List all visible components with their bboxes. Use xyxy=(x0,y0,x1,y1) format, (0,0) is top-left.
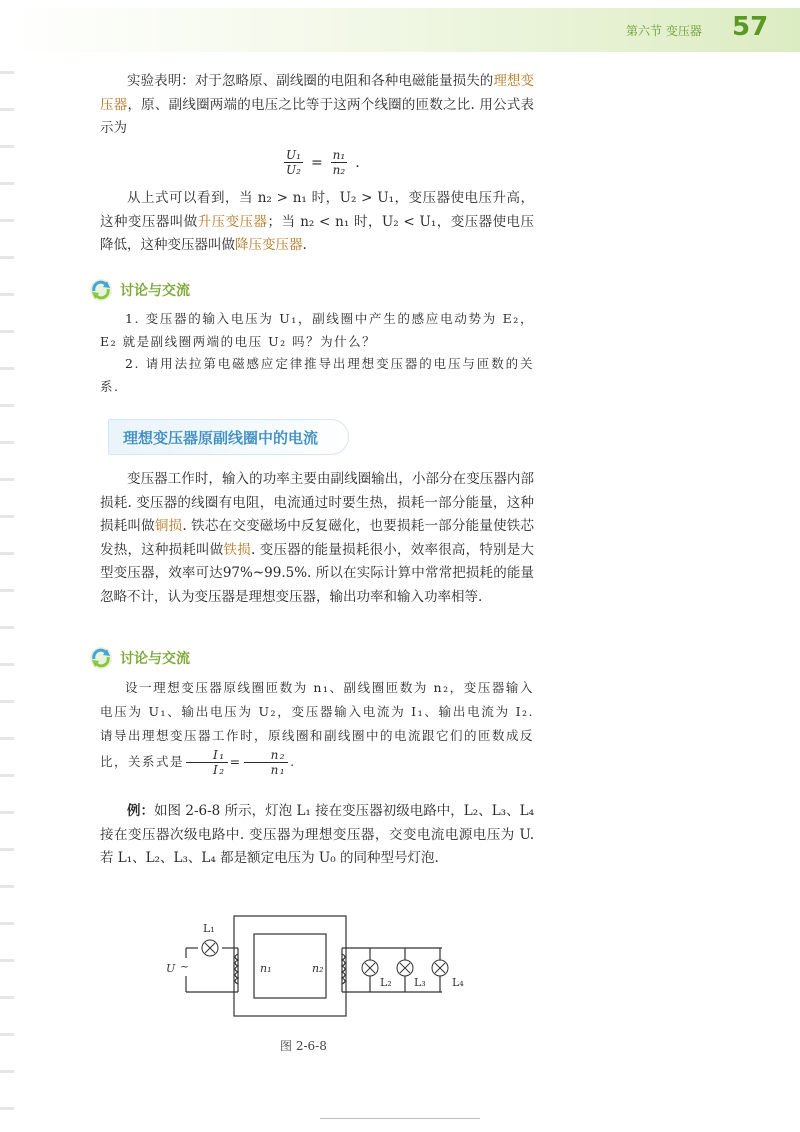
text: 从上式可以看到，当 n₂ > n₁ 时，U₂ > U₁，变压器使电压升高，这种变压器叫做 xyxy=(100,190,534,230)
numerator: U₁ xyxy=(286,148,301,162)
paragraph-step-up-down xyxy=(100,187,534,258)
lamp-label-l3: L₃ xyxy=(414,976,426,989)
discussion-header-1 xyxy=(88,277,190,303)
numerator: I₁ xyxy=(186,748,228,763)
numerator: n₂ xyxy=(244,748,289,763)
numerator: n₁ xyxy=(332,148,346,162)
text: 如图 2-6-8 所示，灯泡 L₁ 接在变压器初级电路中，L₂、L₃、L₄ 接在变压器次级电路中. 变压器为理想变压器，交变电流电源电压为 U. 若 L₁、L₂、L₃、L₄ 都是额定电压为 U₀ 的同种型号灯泡. xyxy=(100,803,534,866)
keyword-iron-loss: 铁损 xyxy=(223,541,251,558)
text: . 铁芯在交变磁场中反复磁化，也要损耗一部分能量使铁芯发热，这种损耗叫做 xyxy=(100,518,535,558)
text: . xyxy=(302,237,307,253)
period: . xyxy=(355,154,360,171)
example-label: 例： xyxy=(127,803,155,819)
lamp-label-l1: L₁ xyxy=(203,922,215,935)
paragraph-losses xyxy=(100,468,534,609)
lamp-label-l4: L₄ xyxy=(452,976,464,989)
example-paragraph xyxy=(100,800,534,871)
footer-rule xyxy=(320,1118,480,1119)
lamp-label-l2: L₂ xyxy=(380,976,392,989)
denominator: U₂ xyxy=(286,163,301,177)
discussion-current-ratio: 设一理想变压器原线圈匝数为 n₁、副线圈匝数为 n₂，变压器输入电压为 U₁、输出电压为 U₂，变压器输入电流为 I₁、输出电流为 I₂. 请导出理想变压器工作时，原线圈和副线圈中的电流跟它们的匝数成反比，关系式是 $\frac{\text{I₁}}{\text{I₂}}$ = $\frac{\text{n₂}}{\text{n₁}}$ . xyxy=(100,680,535,777)
fraction xyxy=(186,748,228,777)
fraction xyxy=(331,148,348,177)
discussion-header-2 xyxy=(88,645,190,671)
coil-label-n2: n₂ xyxy=(312,962,324,975)
discussion-icon xyxy=(88,277,114,303)
keyword-copper-loss: 铜损 xyxy=(154,518,183,534)
page-edge xyxy=(0,0,14,1132)
discussion-title: 讨论与交流 xyxy=(120,651,190,667)
text: ；当 n₂ < n₁ 时，U₂ < U₁，变压器使电压降低，这种变压器叫做 xyxy=(100,213,535,253)
page-number: 57 xyxy=(732,12,769,42)
circuit-diagram xyxy=(160,908,480,1028)
text: . 变压器的能量损耗很小，效率很高，特别是大型变压器，效率可达97%~99.5%. 所以在实际计算中常常把损耗的能量忽略不计，认为变压器是理想变压器，输出功率和输入功率相等. xyxy=(100,541,535,605)
text: 变压器工作时，输入的功率主要由副线圈输出，小部分在变压器内部损耗. 变压器的线圈有电阻，电流通过时要生热，损耗一部分能量，这种损耗叫做 xyxy=(100,471,534,534)
section-subheading: 理想变压器原副线圈中的电流 xyxy=(108,419,349,455)
lamp-icon xyxy=(202,940,448,976)
fraction xyxy=(284,148,303,177)
keyword-ideal-transformer: 理想变压器 xyxy=(100,73,535,113)
period: . xyxy=(290,754,296,769)
denominator: n₁ xyxy=(270,763,287,777)
text: ，原、副线圈两端的电压之比等于这两个线圈的匝数之比. 用公式表示为 xyxy=(100,96,534,136)
source-label-u: U xyxy=(166,962,176,975)
figure-caption: 图 2-6-8 xyxy=(280,1039,327,1053)
keyword-step-up: 升压变压器 xyxy=(197,213,268,230)
fraction xyxy=(244,748,289,777)
paragraph-ideal-transformer xyxy=(100,70,534,141)
denominator: n₂ xyxy=(332,163,346,177)
keyword-step-down: 降压变压器 xyxy=(235,237,303,253)
voltage-ratio-formula xyxy=(282,148,360,177)
equals-sign: = xyxy=(310,154,323,171)
denominator: I₂ xyxy=(213,763,226,777)
discussion-title: 讨论与交流 xyxy=(120,283,190,299)
text: 设一理想变压器原线圈匝数为 n₁、副线圈匝数为 n₂，变压器输入电压为 U₁、输出电压为 U₂，变压器输入电流为 I₁、输出电流为 I₂. 请导出理想变压器工作时，原线圈和副线圈中的电流跟它们的匝数成反比，关系式是 xyxy=(100,680,535,769)
ac-source-icon: ~ xyxy=(180,960,190,973)
header-section-title: 第六节 变压器 xyxy=(626,24,702,38)
discussion-icon xyxy=(88,645,114,671)
discussion-question-1: 1. 变压器的输入电压为 U₁，副线圈中产生的感应电动势为 E₂，E₂ 就是副线圈两端的电压 U₂ 吗？为什么？ xyxy=(100,311,534,349)
text: 实验表明：对于忽略原、副线圈的电阻和各种电磁能量损失的 xyxy=(127,73,494,89)
coil-label-n1: n₁ xyxy=(260,962,272,975)
discussion-question-2: 2. 请用法拉第电磁感应定律推导出理想变压器的电压与匝数的关系. xyxy=(100,356,534,394)
